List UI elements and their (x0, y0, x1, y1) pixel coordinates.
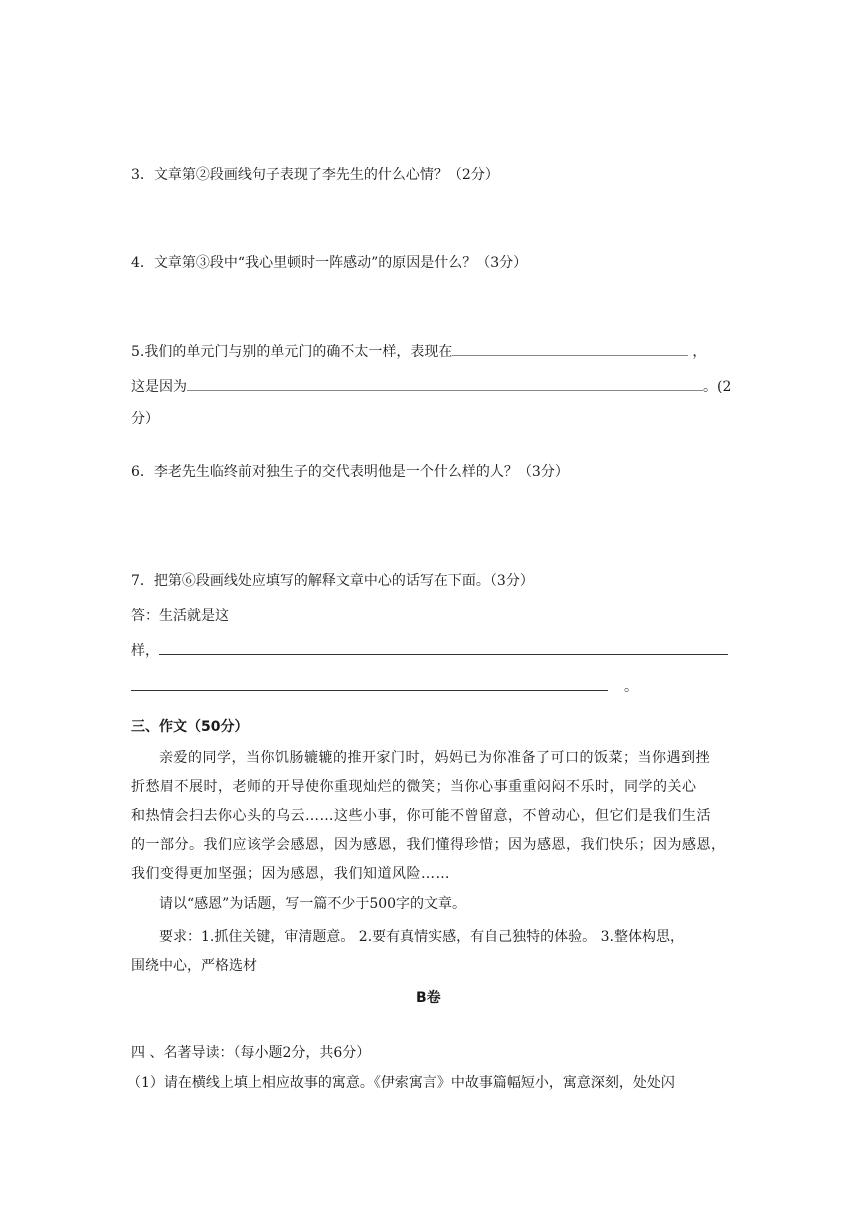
question-7-answer-line-2-text: 样， (131, 643, 159, 659)
question-7-answer-line-2 (131, 676, 638, 697)
question-7-answer-prefix: 答：生活就是这 (131, 608, 229, 624)
question-3: 3．文章第②段画线句子表现了李先生的什么心情？（2分） (131, 167, 499, 183)
question-5-line-3: 分） (131, 411, 159, 427)
answer-blank-2[interactable] (187, 376, 703, 391)
essay-paragraph-line-3: 和热情会扫去你心头的乌云……这些小事，你可能不曾留意，不曾动心，但它们是我们生活 (131, 808, 711, 824)
essay-paragraph-line-4: 的一部分。我们应该学会感恩，因为感恩，我们懂得珍惜；因为感恩，我们快乐；因为感恩， (131, 837, 726, 853)
question-5-comma: ， (692, 344, 707, 360)
essay-requirements-line-2: 围绕中心，严格选材 (131, 958, 257, 974)
volume-b-title: B卷 (416, 990, 441, 1006)
section-3-title: 三、作文（50分） (131, 719, 249, 735)
section-4-question-1: （1）请在横线上填上相应故事的寓意。《伊索寓言》中故事篇幅短小，寓意深刻，处处闪 (127, 1075, 675, 1091)
question-4: 4．文章第③段中“我心里顿时一阵感动”的原因是什么？（3分） (131, 255, 528, 271)
question-5-line-1 (131, 341, 706, 362)
question-5-text: 5.我们的单元门与别的单元门的确不太一样，表现在 (131, 344, 453, 360)
answer-blank-3[interactable] (159, 640, 728, 655)
question-7-end: 。 (624, 679, 638, 695)
question-6: 6．李老先生临终前对独生子的交代表明他是一个什么样的人？（3分） (131, 464, 569, 480)
question-7: 7．把第⑥段画线处应填写的解释文章中心的话写在下面。（3分） (131, 573, 534, 589)
question-5-score: 。(2 (703, 379, 732, 395)
question-7-answer-line-1 (131, 640, 728, 661)
essay-paragraph-line-2: 折愁眉不展时，老师的开导使你重现灿烂的微笑；当你心事重重闷闷不乐时，同学的关心 (131, 779, 697, 795)
question-5-line-2 (131, 376, 731, 397)
section-4-title: 四 、名著导读：（每小题2分，共6分） (131, 1045, 371, 1061)
question-5-text-2: 这是因为 (131, 379, 187, 395)
essay-requirements-line-1: 要求：1.抓住关键，审清题意。 2.要有真情实感，有自己独特的体验。 3.整体构思， (159, 929, 684, 945)
essay-prompt: 请以“感恩”为话题，写一篇不少于500字的文章。 (159, 896, 467, 912)
essay-paragraph-line-1: 亲爱的同学，当你饥肠辘辘的推开家门时，妈妈已为你准备了可口的饭菜；当你遇到挫 (159, 750, 710, 766)
essay-paragraph-line-5: 我们变得更加坚强；因为感恩，我们知道风险…… (131, 866, 450, 882)
answer-blank-1[interactable] (452, 341, 688, 356)
answer-blank-4[interactable] (131, 676, 608, 691)
